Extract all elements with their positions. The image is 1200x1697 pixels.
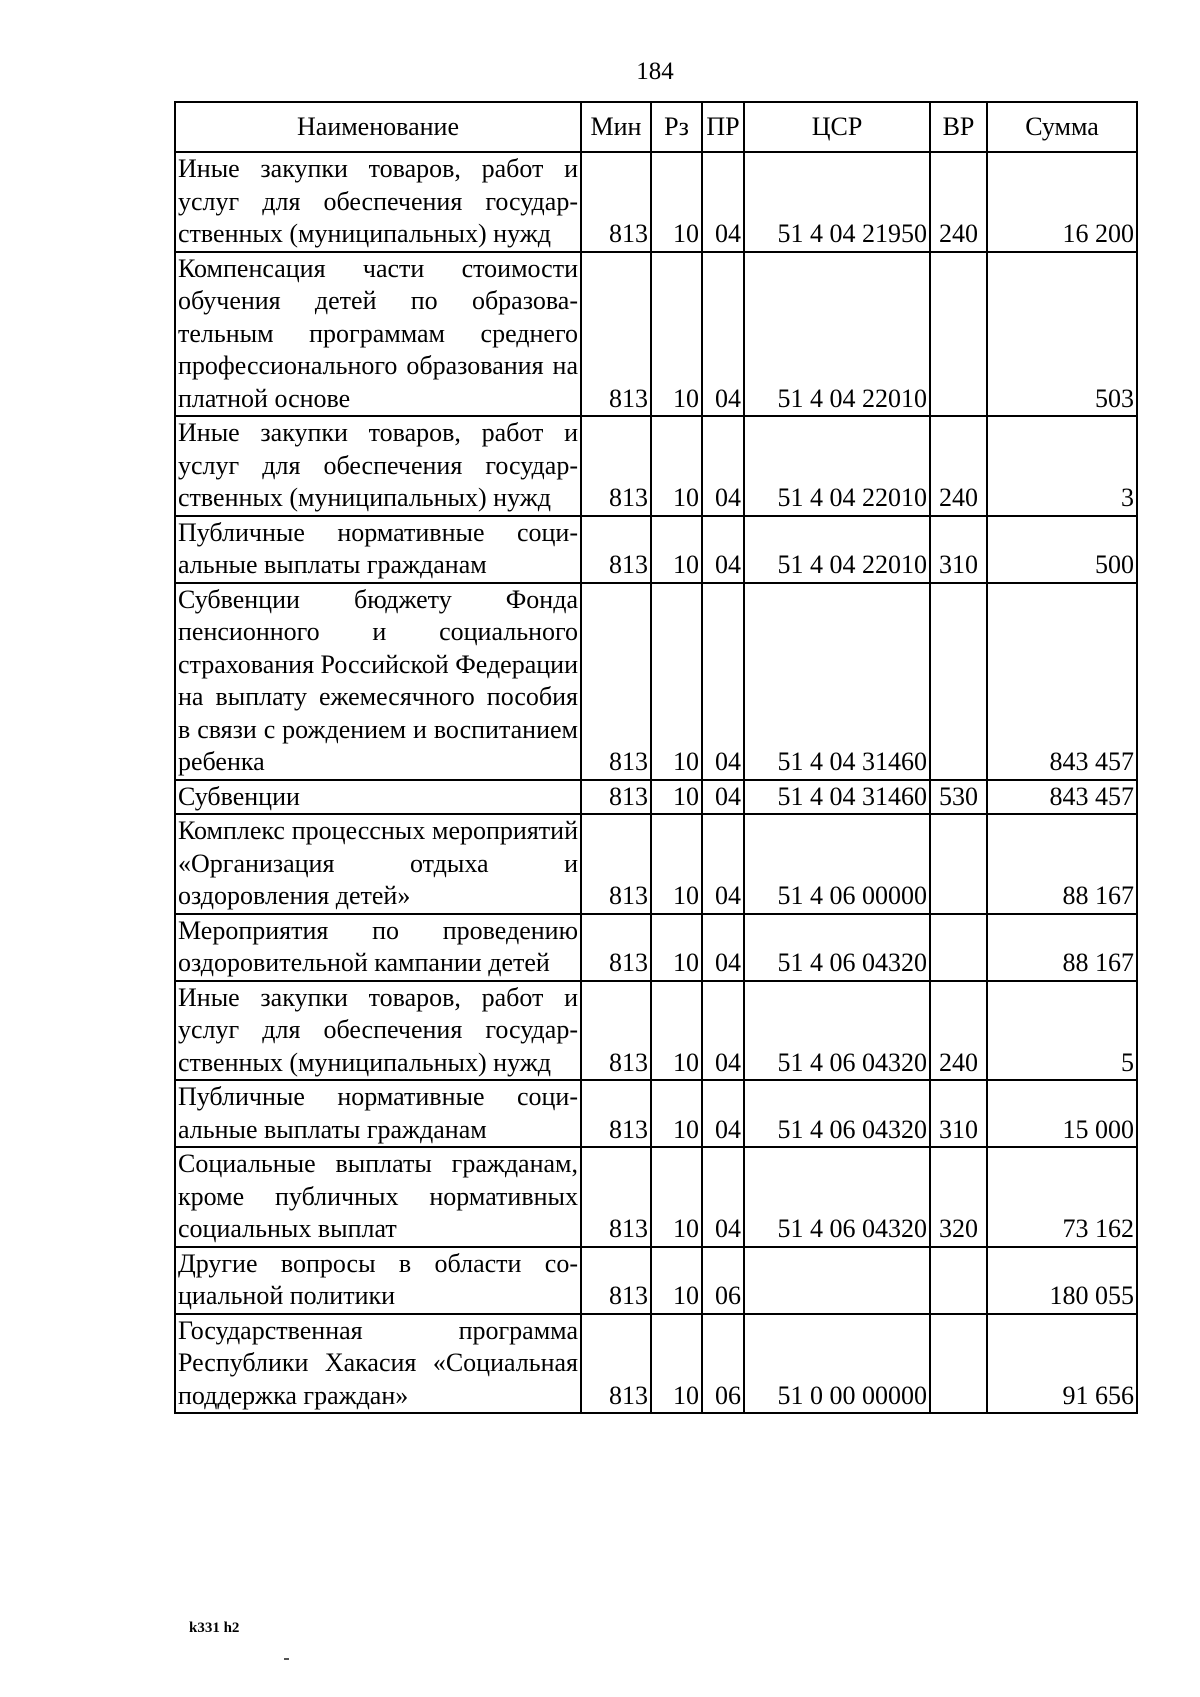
row-csr-cell: 51 4 06 04320 — [744, 914, 930, 981]
stray-mark — [284, 1658, 289, 1660]
row-pr-cell: 04 — [702, 416, 744, 516]
row-rz-cell: 10 — [651, 1147, 702, 1247]
row-sum-cell: 843 457 — [987, 780, 1137, 815]
row-name-cell: Публичные нормативные социальные выплаты гражданам — [175, 516, 581, 583]
row-rz-cell: 10 — [651, 516, 702, 583]
row-name-cell: Другие вопросы в области социальной политики — [175, 1247, 581, 1314]
row-rz-cell: 10 — [651, 252, 702, 417]
row-pr-cell: 04 — [702, 516, 744, 583]
header-name: Наименование — [175, 102, 581, 152]
row-vr-cell — [930, 814, 987, 914]
header-pr: ПР — [702, 102, 744, 152]
row-sum-cell: 16 200 — [987, 152, 1137, 252]
table-row — [175, 416, 1137, 516]
row-vr-cell: 530 — [930, 780, 987, 815]
row-name-cell: Субвенции — [175, 780, 581, 815]
row-rz-cell: 10 — [651, 780, 702, 815]
table-row — [175, 1080, 1137, 1147]
row-vr-cell: 310 — [930, 1080, 987, 1147]
table-row — [175, 814, 1137, 914]
row-csr-cell: 51 4 06 04320 — [744, 981, 930, 1081]
row-sum-cell: 73 162 — [987, 1147, 1137, 1247]
row-csr-cell — [744, 1247, 930, 1314]
row-rz-cell: 10 — [651, 416, 702, 516]
table-row — [175, 914, 1137, 981]
row-min-cell: 813 — [581, 1080, 651, 1147]
row-min-cell: 813 — [581, 814, 651, 914]
row-pr-cell: 04 — [702, 780, 744, 815]
row-rz-cell: 10 — [651, 1080, 702, 1147]
row-min-cell: 813 — [581, 416, 651, 516]
row-sum-cell: 88 167 — [987, 814, 1137, 914]
row-vr-cell — [930, 914, 987, 981]
table-row — [175, 516, 1137, 583]
row-name-cell: Иные закупки товаров, работ и услуг для обеспечения государственных (муниципальных) нужд — [175, 152, 581, 252]
row-sum-cell: 15 000 — [987, 1080, 1137, 1147]
row-min-cell: 813 — [581, 1247, 651, 1314]
row-csr-cell: 51 4 04 22010 — [744, 416, 930, 516]
row-vr-cell — [930, 252, 987, 417]
header-vr: ВР — [930, 102, 987, 152]
row-min-cell: 813 — [581, 780, 651, 815]
row-vr-cell: 240 — [930, 981, 987, 1081]
table-row — [175, 981, 1137, 1081]
row-csr-cell: 51 4 04 22010 — [744, 252, 930, 417]
row-csr-cell: 51 4 04 31460 — [744, 583, 930, 780]
row-vr-cell: 240 — [930, 152, 987, 252]
row-sum-cell: 3 — [987, 416, 1137, 516]
row-name-cell: Субвенции бюджету Фонда пенсионного и социального страхования Российской Федерации на выплату ежемесячного пособия в связи с рождением и воспитанием ребенка — [175, 583, 581, 780]
row-min-cell: 813 — [581, 516, 651, 583]
row-pr-cell: 04 — [702, 583, 744, 780]
row-csr-cell: 51 4 04 31460 — [744, 780, 930, 815]
row-min-cell: 813 — [581, 1314, 651, 1414]
row-rz-cell: 10 — [651, 583, 702, 780]
table-row — [175, 1147, 1137, 1247]
row-name-cell: Иные закупки товаров, работ и услуг для обеспечения государственных (муниципальных) нужд — [175, 416, 581, 516]
row-sum-cell: 5 — [987, 981, 1137, 1081]
table-row — [175, 780, 1137, 815]
row-sum-cell: 180 055 — [987, 1247, 1137, 1314]
row-name-cell: Компенсация части стоимости обучения детей по образовательным программам среднего профессионального образования на платной основе — [175, 252, 581, 417]
row-min-cell: 813 — [581, 1147, 651, 1247]
row-name-cell: Иные закупки товаров, работ и услуг для обеспечения государственных (муниципальных) нужд — [175, 981, 581, 1081]
page-number: 184 — [636, 58, 674, 85]
row-name-cell: Мероприятия по проведению оздоровительной кампании детей — [175, 914, 581, 981]
row-min-cell: 813 — [581, 252, 651, 417]
row-csr-cell: 51 4 04 22010 — [744, 516, 930, 583]
row-name-cell: Государственная программа Республики Хакасия «Социальная поддержка граждан» — [175, 1314, 581, 1414]
row-vr-cell — [930, 583, 987, 780]
table-row — [175, 252, 1137, 417]
row-name-cell: Комплекс процессных мероприятий «Организация отдыха и оздоровления детей» — [175, 814, 581, 914]
header-csr: ЦСР — [744, 102, 930, 152]
header-min: Мин — [581, 102, 651, 152]
row-pr-cell: 04 — [702, 1080, 744, 1147]
row-rz-cell: 10 — [651, 1247, 702, 1314]
row-csr-cell: 51 4 04 21950 — [744, 152, 930, 252]
table-row — [175, 1247, 1137, 1314]
row-min-cell: 813 — [581, 583, 651, 780]
table-row — [175, 583, 1137, 780]
footer-code: k331 h2 — [189, 1620, 240, 1636]
table-row — [175, 1314, 1137, 1414]
row-name-cell: Публичные нормативные социальные выплаты гражданам — [175, 1080, 581, 1147]
row-pr-cell: 04 — [702, 252, 744, 417]
row-min-cell: 813 — [581, 914, 651, 981]
row-csr-cell: 51 4 06 04320 — [744, 1080, 930, 1147]
row-pr-cell: 04 — [702, 914, 744, 981]
table-header-row — [175, 102, 1137, 152]
row-name-cell: Социальные выплаты гражданам, кроме публичных нормативных социальных выплат — [175, 1147, 581, 1247]
row-rz-cell: 10 — [651, 814, 702, 914]
header-sum: Сумма — [987, 102, 1137, 152]
row-vr-cell — [930, 1314, 987, 1414]
row-rz-cell: 10 — [651, 981, 702, 1081]
row-csr-cell: 51 4 06 00000 — [744, 814, 930, 914]
row-pr-cell: 04 — [702, 1147, 744, 1247]
header-rz: Рз — [651, 102, 702, 152]
row-rz-cell: 10 — [651, 1314, 702, 1414]
row-vr-cell: 320 — [930, 1147, 987, 1247]
row-csr-cell: 51 4 06 04320 — [744, 1147, 930, 1247]
row-vr-cell: 310 — [930, 516, 987, 583]
row-sum-cell: 503 — [987, 252, 1137, 417]
row-rz-cell: 10 — [651, 152, 702, 252]
row-pr-cell: 06 — [702, 1314, 744, 1414]
budget-table — [174, 101, 1138, 1414]
row-csr-cell: 51 0 00 00000 — [744, 1314, 930, 1414]
row-pr-cell: 04 — [702, 814, 744, 914]
row-vr-cell: 240 — [930, 416, 987, 516]
row-pr-cell: 04 — [702, 981, 744, 1081]
row-min-cell: 813 — [581, 981, 651, 1081]
row-rz-cell: 10 — [651, 914, 702, 981]
table-row — [175, 152, 1137, 252]
row-min-cell: 813 — [581, 152, 651, 252]
row-vr-cell — [930, 1247, 987, 1314]
row-pr-cell: 04 — [702, 152, 744, 252]
row-pr-cell: 06 — [702, 1247, 744, 1314]
row-sum-cell: 91 656 — [987, 1314, 1137, 1414]
row-sum-cell: 843 457 — [987, 583, 1137, 780]
row-sum-cell: 88 167 — [987, 914, 1137, 981]
row-sum-cell: 500 — [987, 516, 1137, 583]
